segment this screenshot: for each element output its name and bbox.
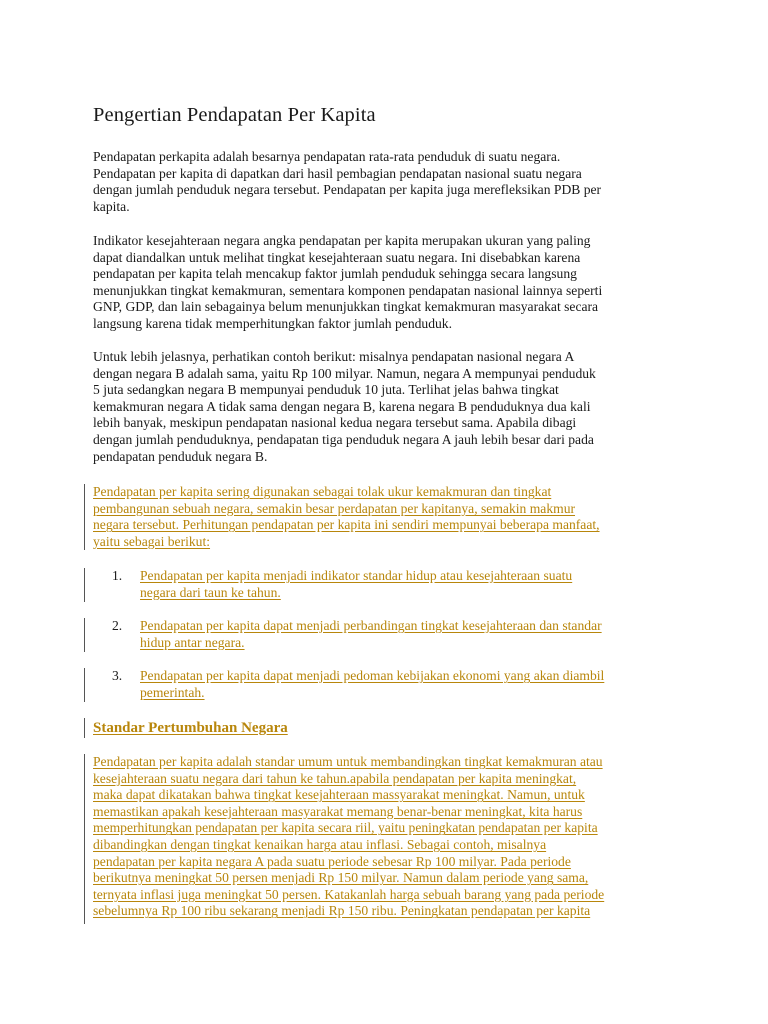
text-line: Pendapatan per kapita di dapatkan dari hasil pembagian pendapatan nasional suatu negara <box>93 165 582 181</box>
paragraph-usage-link[interactable] <box>93 484 683 550</box>
change-bar <box>84 484 85 550</box>
link-line[interactable]: memperhitungkan pendapatan per kapita secara riil, yaitu peningkatan pendapatan per kapita <box>93 820 598 836</box>
change-bar <box>84 568 85 602</box>
list-number: 1. <box>112 568 123 583</box>
text-line: GNP, GDP, dan lain sebagainya belum menunjukkan tingkat kemakmuran masyarakat secara <box>93 299 599 315</box>
link-line[interactable]: Pendapatan per kapita adalah standar umum untuk membandingkan tingkat kemakmuran atau <box>93 754 603 769</box>
text-line: Pendapatan perkapita adalah besarnya pendapatan rata-rata penduduk di suatu negara. <box>93 149 561 164</box>
change-bar <box>84 754 85 924</box>
text-line: Indikator kesejahteraan negara angka pendapatan per kapita merupakan ukuran yang paling <box>93 233 591 248</box>
change-bar <box>84 668 85 702</box>
text-line: menunjukkan tingkat kemakmuran, sementara komponen pendapatan nasional lainnya seperti <box>93 282 603 298</box>
link-line[interactable]: pendapatan per kapita negara A pada suatu periode sebesar Rp 100 milyar. Pada periode <box>93 853 571 869</box>
link-line[interactable]: hidup antar negara. <box>140 634 245 650</box>
link-line[interactable]: yaitu sebagai berikut: <box>93 533 211 549</box>
list-item-3[interactable] <box>140 668 700 701</box>
link-line[interactable]: negara tersebut. Perhitungan pendapatan per kapita ini sendiri mempunyai beberapa manfaat, <box>93 517 600 533</box>
page-title: Pengertian Pendapatan Per Kapita <box>93 104 376 126</box>
text-line: Untuk lebih jelasnya, perhatikan contoh berikut: misalnya pendapatan nasional negara A <box>93 349 575 364</box>
link-line[interactable]: Pendapatan per kapita sering digunakan sebagai tolak ukur kemakmuran dan tingkat <box>93 484 552 499</box>
text-line: 5 juta sedangkan negara B mempunyai penduduk 10 juta. Terlihat jelas bahwa tingkat <box>93 382 559 398</box>
link-line[interactable]: negara dari taun ke tahun. <box>140 584 281 600</box>
text-line: kapita. <box>93 198 130 214</box>
text-line: pendapatan per kapita telah mencakup faktor jumlah penduduk sehingga secara langsung <box>93 266 577 282</box>
list-number: 3. <box>112 668 123 683</box>
link-line[interactable]: berikutnya meningkat 50 persen menjadi Rp 150 milyar. Namun dalam periode yang sama, <box>93 870 589 886</box>
text-line: langsung karena tidak memperhitungkan faktor jumlah penduduk. <box>93 315 453 331</box>
link-line[interactable]: dibandingkan dengan tingkat kenaikan harga atau inflasi. Sebagai contoh, misalnya <box>93 836 547 852</box>
section-heading-link[interactable]: Standar Pertumbuhan Negara <box>93 720 288 736</box>
text-line: kemakmuran negara A tidak sama dengan negara B, karena negara B penduduknya dua kali <box>93 398 591 414</box>
paragraph-indicator <box>93 233 683 333</box>
link-line[interactable]: pembangunan sebuah negara, semakin besar perdapatan per kapitanya, semakin makmur <box>93 500 576 516</box>
change-bar <box>84 718 85 738</box>
link-line[interactable]: maka dapat dikatakan bahwa tingkat kesejahteraan massyarakat meningkat. Namun, untuk <box>93 787 585 803</box>
text-line: pendapatan penduduk negara B. <box>93 448 268 464</box>
text-line: lebih banyak, meskipun pendapatan nasional kedua negara tersebut sama. Apabila dibagi <box>93 415 577 431</box>
link-line[interactable]: pemerintah. <box>140 684 205 700</box>
link-line[interactable]: Pendapatan per kapita menjadi indikator standar hidup atau kesejahteraan suatu <box>140 568 573 583</box>
paragraph-example <box>93 349 683 465</box>
link-line[interactable]: Pendapatan per kapita dapat menjadi pedoman kebijakan ekonomi yang akan diambil <box>140 668 605 683</box>
link-line[interactable]: memastikan apakah kesejahteraan masyarakat memang benar-benar meningkat, kita harus <box>93 803 583 819</box>
text-line: dapat diandalkan untuk melihat tingkat kesejahteraan suatu negara. Ini disebabkan karena <box>93 249 581 265</box>
list-item-2[interactable] <box>140 618 700 651</box>
text-line: dengan jumlah penduduknya, pendapatan tiga penduduk negara A jauh lebih besar dari pada <box>93 431 594 447</box>
link-line[interactable]: ternyata inflasi juga meningkat 50 persen. Katakanlah harga sebuah barang yang pada periode <box>93 886 605 902</box>
paragraph-definition <box>93 149 683 215</box>
paragraph-growth-link[interactable] <box>93 754 683 920</box>
link-line[interactable]: sebelumnya Rp 100 ribu sekarang menjadi Rp 150 ribu. Peningkatan pendapatan per kapita <box>93 903 591 919</box>
list-item-1[interactable] <box>140 568 700 601</box>
link-line[interactable]: Pendapatan per kapita dapat menjadi perbandingan tingkat kesejahteraan dan standar <box>140 618 602 633</box>
change-bar <box>84 618 85 652</box>
link-line[interactable]: kesejahteraan suatu negara dari tahun ke tahun.apabila pendapatan per kapita meningkat, <box>93 770 577 786</box>
text-line: dengan negara B adalah sama, yaitu Rp 100 milyar. Namun, negara A mempunyai penduduk <box>93 365 596 381</box>
text-line: dengan jumlah penduduk negara tersebut. Pendapatan per kapita juga merefleksikan PDB per <box>93 182 602 198</box>
list-number: 2. <box>112 618 123 633</box>
